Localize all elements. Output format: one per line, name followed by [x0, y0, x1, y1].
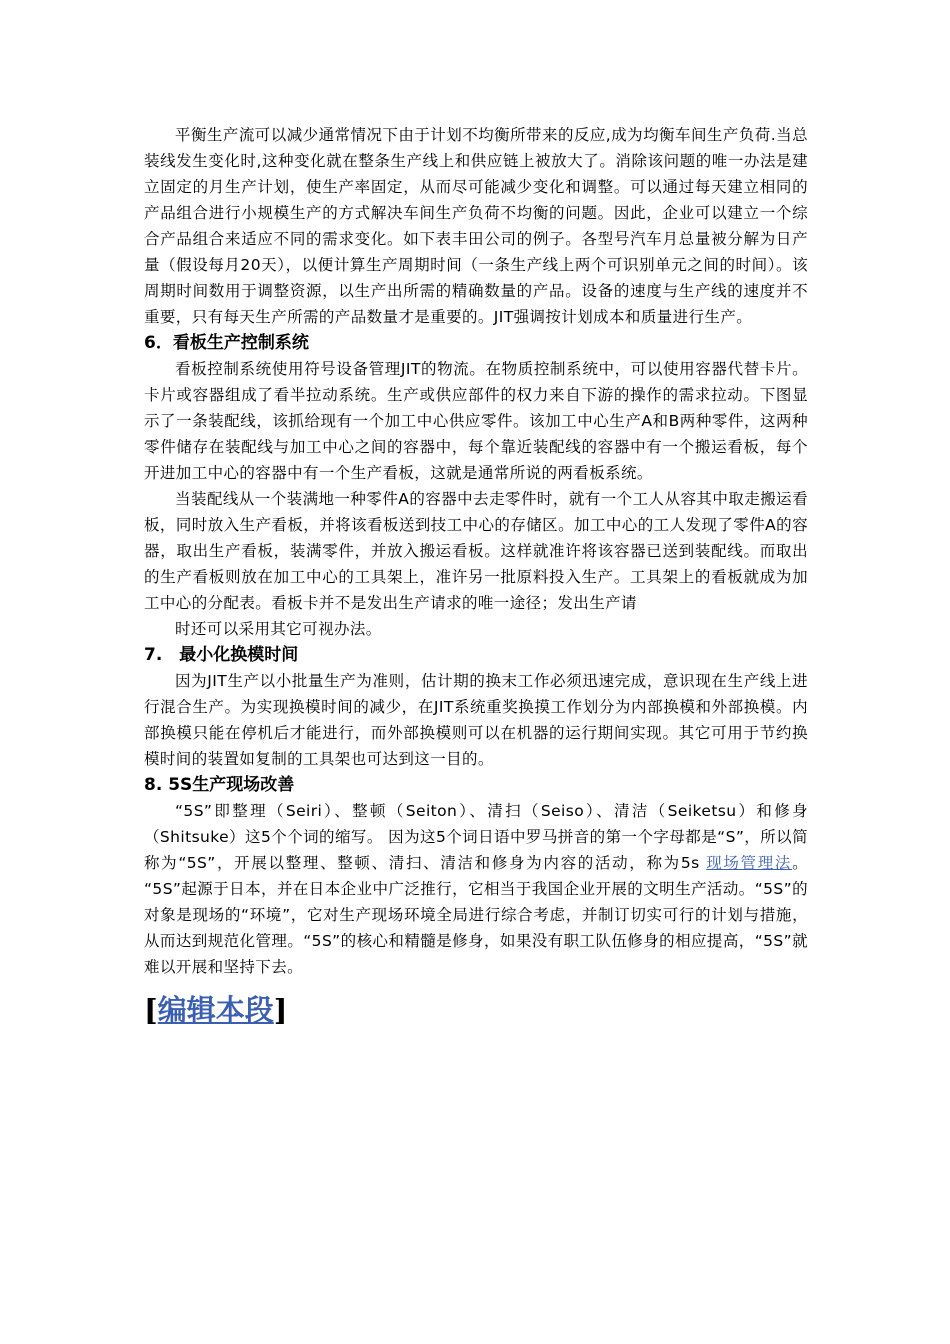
paragraph-kanban-1: 看板控制系统使用符号设备管理JIT的物流。在物质控制系统中，可以使用容器代替卡片。卡片或容器组成了看半拉动系统。生产或供应部件的权力来自下游的操作的需求拉动。下图显示了一条装配线，该抓给现有一个加工中心供应零件。该加工中心生产A和B两种零件，这两种零件储存在装配线与加工中心之间的容器中，每个靠近装配线的容器中有一个搬运看板，每个开进加工中心的容器中有一个生产看板，这就是通常所说的两看板系统。: [144, 360, 808, 482]
paragraph-intro: 平衡生产流可以减少通常情况下由于计划不均衡所带来的反应,成为均衡车间生产负荷.当总装线发生变化时,这种变化就在整条生产线上和供应链上被放大了。消除该问题的唯一办法是建立固定的月生产计划，使生产率固定，从而尽可能减少变化和调整。可以通过每天建立相同的产品组合进行小规模生产的方式解决车间生产负荷不均衡的问题。因此，企业可以建立一个综合产品组合来适应不同的需求变化。如下表丰田公司的例子。各型号汽车月总量被分解为日产量（假设每月20天），以便计算生产周期时间（一条生产线上两个可识别单元之间的时间）。该周期时间数用于调整资源，以生产出所需的精确数量的产品。设备的速度与生产线的速度并不重要，只有每天生产所需的产品数量才是重要的。JIT强调按计划成本和质量进行生产。: [144, 126, 808, 326]
paragraph-5s: [144, 798, 808, 980]
paragraph-kanban-3: 时还可以采用其它可视办法。: [175, 620, 382, 638]
site-management-link[interactable]: 现场管理法: [706, 854, 793, 872]
paragraph-kanban-2: 当装配线从一个装满地一种零件A的容器中去走零件时，就有一个工人从容其中取走搬运看板，同时放入生产看板，并将该看板送到技工中心的存储区。加工中心的工人发现了零件A的容器，取出生产看板，装满零件，并放入搬运看板。这样就准许将该容器已送到装配线。而取出的生产看板则放在加工中心的工具架上，准许另一批原料投入生产。工具架上的看板就成为加工中心的分配表。看板卡并不是发出生产请求的唯一途径；发出生产请: [144, 490, 808, 612]
heading-5s-improvement: 8. 5S生产现场改善: [144, 775, 295, 795]
edit-section-link[interactable]: 编辑本段: [157, 993, 274, 1027]
edit-bracket-close: ]: [273, 993, 288, 1027]
paragraph-changeover: 因为JIT生产以小批量生产为准则，估计期的换末工作必须迅速完成，意识现在生产线上进行混合生产。为实现换模时间的减少，在JIT系统重奖换摸工作划分为内部换模和外部换模。内部换模只能在停机后才能进行，而外部换模则可以在机器的运行期间实现。其它可用于节约换模时间的装置如复制的工具架也可达到这一目的。: [144, 672, 808, 768]
edit-section-control: [144, 990, 808, 1030]
paragraph-5s-text-2: 。 “5S”起源于日本，并在日本企业中广泛推行，它相当于我国企业开展的文明生产活动。“5S”的对象是现场的“环境”，它对生产现场环境全局进行综合考虑，并制订切实可行的计划与措施，从而达到规范化管理。“5S”的核心和精髓是修身，如果没有职工队伍修身的相应提高，“5S”就难以开展和坚持下去。: [144, 854, 808, 976]
paragraph-5s-text-1: “5S”即整理（Seiri）、整顿（Seiton）、清扫（Seiso）、清洁（Seiketsu）和修身（Shitsuke）这5个个词的缩写。 因为这5个词日语中罗马拼音的第一个字母都是“S”，所以简称为“5S”，开展以整理、整顿、清扫、清洁和修身为内容的活动，称为5s: [144, 802, 808, 872]
edit-bracket-open: [: [144, 993, 158, 1027]
heading-kanban-system: 6．看板生产控制系统: [144, 333, 309, 353]
document-body: [144, 122, 808, 1030]
heading-changeover-time: 7. 最小化换模时间: [144, 645, 299, 665]
